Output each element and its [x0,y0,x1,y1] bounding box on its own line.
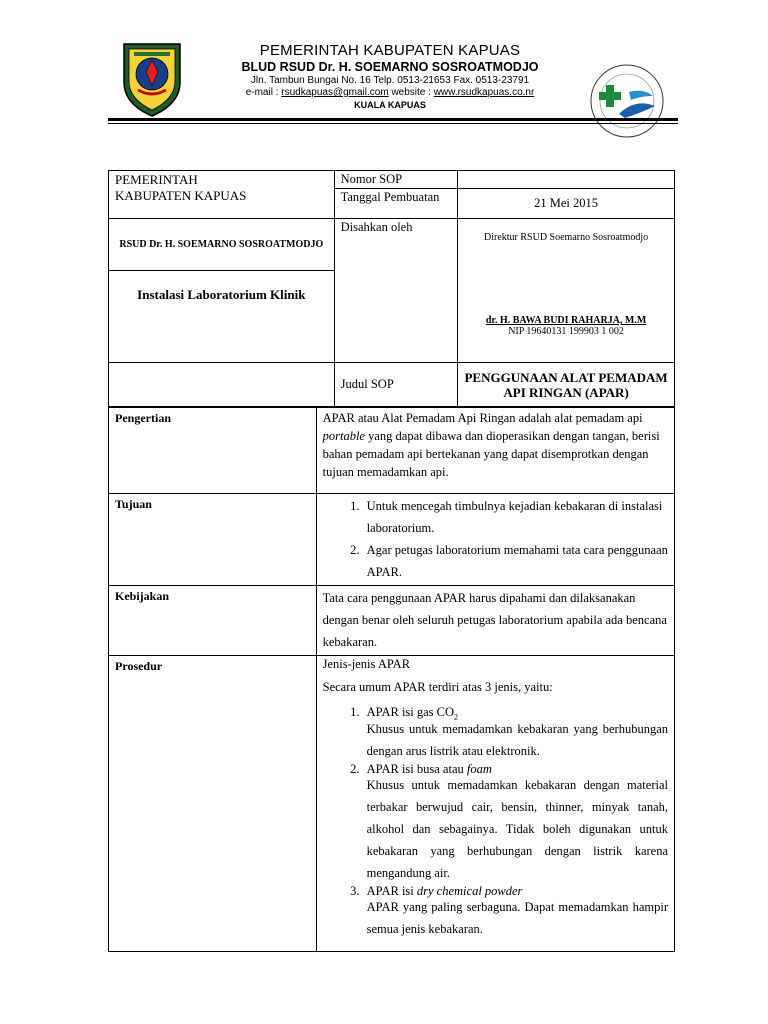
disahkan-label: Disahkan oleh [334,219,458,363]
nomor-sop-label: Nomor SOP [334,171,458,189]
approval-cell [458,219,675,363]
pengertian-label: Pengertian [109,407,317,493]
director-nip: NIP 19640131 199903 1 002 [508,326,624,337]
contact-line: e-mail : rsudkapuas@gmail.com website : www.rsudkapuas.co.nr [245,87,535,98]
tujuan-list [316,493,674,585]
header-rule-thick [108,118,678,121]
letterhead [200,42,580,110]
sop-header-table [108,170,675,407]
list-item: 2. APAR isi busa atau foam Khusus untuk memadamkan kebakaran dengan material terbakar berwujud cair, bensin, thinner, minyak tanah, alkohol dan sebagainya. Tidak boleh digunakan untuk kebakaran yang berhubungan dengan listrik karena mengandung air. [363,762,668,884]
list-item: 2. Agar petugas laboratorium memahami tata cara penggunaan APAR. [363,539,668,583]
government-name: PEMERINTAH KABUPATEN KAPUAS [259,42,521,59]
judul-label: Judul SOP [334,363,458,407]
kebijakan-label: Kebijakan [109,585,317,655]
judul-value: PENGGUNAAN ALAT PEMADAM API RINGAN (APAR) [458,363,675,407]
prosedur-label: Prosedur [109,655,317,951]
kebijakan-text: Tata cara penggunaan APAR harus dipahami dan dilaksanakan dengan benar oleh seluruh petugas laboratorium apabila ada bencana kebakaran. [316,585,674,655]
org-cell: PEMERINTAH KABUPATEN KAPUAS [109,171,335,219]
unit-cell: Instalasi Laboratorium Klinik [109,271,335,363]
list-item: 3. APAR isi dry chemical powder APAR yang paling serbaguna. Dapat memadamkan hampir semua jenis kebakaran. [363,884,668,940]
email-link[interactable]: rsudkapuas@gmail.com [281,87,389,98]
list-item: 1. APAR isi gas $CO_2$ Khusus untuk memadamkan kebakaran yang berhubungan dengan arus listrik atau elektronik. [363,705,668,763]
prosedur-intro-2: Secara umum APAR terdiri atas 3 jenis, yaitu: [322,679,553,694]
list-item: 1. Untuk mencegah timbulnya kejadian kebakaran di instalasi laboratorium. [363,495,668,539]
hospital-logo [585,62,669,140]
hospital-name: BLUD RSUD Dr. H. SOEMARNO SOSROATMODJO [241,60,539,74]
hospital-cell: RSUD Dr. H. SOEMARNO SOSROATMODJO [109,219,335,271]
address: Jln. Tambun Bungai No. 16 Telp. 0513-21653 Fax. 0513-23791 [250,75,530,86]
prosedur-intro-1: Jenis-jenis APAR [322,656,411,671]
pengertian-text: APAR atau Alat Pemadam Api Ringan adalah alat pemadam api portable yang dapat dibawa dan dioperasikan dengan tangan, berisi bahan pemadam api bertekanan yang dapat disemprotkan dengan tujuan memadamkan api. [316,407,674,493]
tanggal-value: 21 Mei 2015 [458,189,675,219]
tujuan-label: Tujuan [109,493,317,585]
website-link[interactable]: www.rsudkapuas.co.nr [433,87,535,98]
empty-cell [109,363,335,407]
nomor-sop-value [458,171,675,189]
header-rule-thin [108,123,678,124]
kabupaten-kapuas-crest-logo [118,38,186,118]
sop-content-table [108,406,675,952]
city: KUALA KAPUAS [354,100,426,110]
prosedur-text [316,655,674,951]
director-name: dr. H. BAWA BUDI RAHARJA, M.M [485,315,647,326]
director-title: Direktur RSUD Soemarno Sosroatmodjo [483,232,649,243]
tanggal-label: Tanggal Pembuatan [334,189,458,219]
